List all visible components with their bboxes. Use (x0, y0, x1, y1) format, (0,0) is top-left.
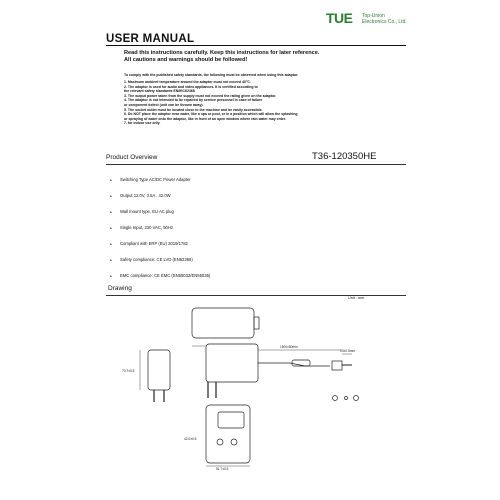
bullet-icon: • (110, 194, 112, 200)
tip-length-label: 10±0.5mm (340, 349, 356, 353)
dc-cable (258, 363, 330, 366)
safety-rule: 6. Do NOT place the adaptor near water, like a spa or pool, or in a position which will allow the splashing (124, 112, 298, 117)
safety-rule: 1. Maximum ambient temperature around the adaptor must not exceed 40°C. (124, 80, 251, 84)
bullet-icon: • (110, 258, 112, 264)
adapter-top-view (192, 308, 254, 338)
dc-plug-end-view (333, 396, 338, 401)
height-label: 70.7±0.5 (122, 369, 135, 373)
model-number: T36-120350HE (312, 151, 377, 162)
product-overview-heading: Product Overview (106, 154, 158, 161)
drawing-heading: Drawing (108, 285, 132, 292)
read-instructions-notice: Read this instructions carefully. Keep this instructions for later reference. (124, 50, 320, 56)
adapter-front-view (206, 405, 250, 463)
depth-label: 42.0±0.5 (184, 437, 197, 441)
bullet-icon: • (110, 274, 112, 280)
spec-item: • EMC compliance: CE EMC (EN55032/EN55035) (110, 273, 211, 280)
spec-item: • Wall mount type, EU AC plug (110, 209, 174, 216)
spec-item: • Compliant with ERP (EU) 2019/1782 (110, 241, 188, 248)
safety-rule: or component defect (unit can be thrown away). (124, 102, 204, 107)
spec-item: • Output 12.0V, 3.5A , 42.0W (110, 193, 171, 200)
cable-length-label: 1500±50mm (280, 345, 298, 349)
dc-plug-end-view (345, 397, 348, 400)
label-window (218, 412, 244, 428)
unit-label: Unit : mm (348, 296, 365, 300)
technical-drawing (120, 300, 400, 470)
overview-divider (106, 164, 406, 165)
pin-hole (231, 439, 237, 445)
title-divider (106, 45, 406, 46)
safety-rule: 4. The adaptor is not intended to be repaired by service personnel in case of failure (124, 98, 263, 103)
safety-rule: 3. The output power taken from the supply must not exceed the rating given on the adaptor. (124, 93, 277, 98)
safety-rule: or spraying of water onto the adaptor, like in front of an open window where rain water may enter. (124, 116, 286, 121)
dc-plug-end-view (354, 396, 359, 401)
spec-list (110, 177, 210, 289)
spec-item: • Safety compliance: CE LVD (EN62368) (110, 257, 193, 264)
bullet-icon: • (110, 226, 112, 232)
company-logo (326, 12, 476, 28)
pin-hole (217, 439, 223, 445)
adapter-drawing-svg (120, 300, 400, 470)
safety-rule: 7. for indoor use only. (124, 121, 161, 126)
width-label: 51.7±0.5 (216, 467, 229, 470)
cautions-notice: All cautions and warnings should be followed! (124, 57, 248, 63)
logo-company-name: Top-Union Electronics Co., Ltd. (362, 13, 407, 25)
cable-strain-relief (254, 317, 259, 329)
adapter-side-view (206, 344, 258, 382)
safety-rule: the relevant safety standards EN/IEC62368 (124, 89, 195, 94)
plug-side-view (148, 350, 170, 390)
logo-brand: TUE (326, 10, 353, 26)
safety-rule: 5. The socket outlet must be located close to the machine and be easily accessible. (124, 107, 263, 112)
bullet-icon: • (110, 210, 112, 216)
safety-intro: To comply with the published safety standards, the following must be observed when using this adaptor. (124, 73, 299, 77)
safety-rule: 2. The adaptor is used for audio and video appliances. It is certified according to (124, 84, 258, 89)
bullet-icon: • (110, 178, 112, 184)
manual-title: USER MANUAL (106, 33, 195, 45)
spec-item: • Single Input, 230 VAC, 50Hz (110, 225, 173, 232)
safety-rules-list (124, 80, 297, 126)
dc-plug-body (332, 361, 342, 370)
bullet-icon: • (110, 242, 112, 248)
spec-item: • Switching Type AC/DC Power Adapter (110, 177, 191, 184)
